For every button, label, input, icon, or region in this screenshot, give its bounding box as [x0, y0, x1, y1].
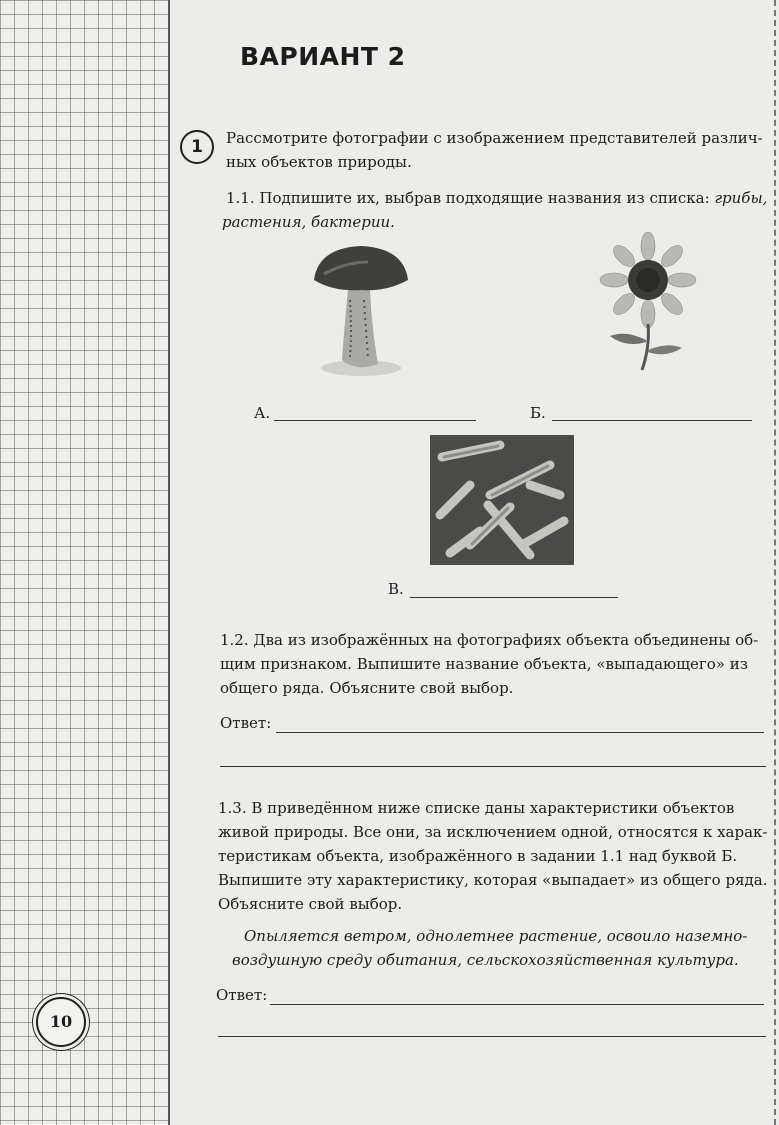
q1-1-line1-text: 1.1. Подпишите их, выбрав подходящие названия из списка:	[226, 189, 715, 207]
q1-3-line1: 1.3. В приведённом ниже списке даны характеристики объектов	[218, 799, 735, 817]
mushroom-photo	[306, 240, 416, 380]
task-number-badge: 1	[180, 130, 214, 164]
answer-label-a: А.	[254, 404, 271, 422]
page-edge	[774, 0, 776, 1125]
q1-3-line4: Выпишите эту характеристику, которая «выпадает» из общего ряда.	[218, 871, 768, 889]
q1-3-line3: теристикам объекта, изображённого в задании 1.1 над буквой Б.	[218, 847, 738, 865]
q1-3-line5: Объясните свой выбор.	[218, 895, 403, 913]
q1-3-answer-line2[interactable]	[218, 1036, 766, 1037]
q1-1-line1-italic: грибы,	[714, 189, 768, 207]
q1-3-list-line1: Опыляется ветром, однолетнее растение, освоило наземно-	[244, 927, 748, 945]
q1-2-answer-line1[interactable]	[276, 732, 764, 733]
q1-2-answer-label: Ответ:	[220, 714, 272, 732]
page-number: 10	[36, 997, 86, 1047]
q1-1-line2: растения, бактерии.	[222, 213, 395, 231]
q1-2-line2: щим признаком. Выпишите название объекта, «выпадающего» из	[220, 655, 748, 673]
answer-line-v[interactable]	[410, 597, 618, 598]
sunflower-photo	[596, 232, 700, 372]
q1-3-line2: живой природы. Все они, за исключением одной, относятся к харак-	[218, 823, 768, 841]
q1-3-answer-line1[interactable]	[270, 1004, 764, 1005]
q1-2-line1: 1.2. Два из изображённых на фотографиях объекта объединены об-	[220, 631, 759, 649]
answer-label-b: Б.	[530, 404, 546, 422]
task-intro-line2: ных объектов природы.	[226, 153, 412, 171]
grid-margin	[0, 0, 170, 1125]
answer-label-v: В.	[388, 580, 404, 598]
answer-line-a[interactable]	[274, 420, 476, 421]
answer-line-b[interactable]	[552, 420, 752, 421]
q1-2-answer-line2[interactable]	[220, 766, 766, 767]
q1-3-answer-label: Ответ:	[216, 986, 268, 1004]
task-intro-line1: Рассмотрите фотографии с изображением представителей различ-	[226, 129, 763, 147]
bacteria-photo	[430, 435, 574, 565]
q1-3-list-line2: воздушную среду обитания, сельскохозяйственная культура.	[232, 951, 739, 969]
q1-2-line3: общего ряда. Объясните свой выбор.	[220, 679, 514, 697]
page-title: ВАРИАНТ 2	[240, 42, 406, 71]
q1-1-line1	[226, 186, 767, 210]
